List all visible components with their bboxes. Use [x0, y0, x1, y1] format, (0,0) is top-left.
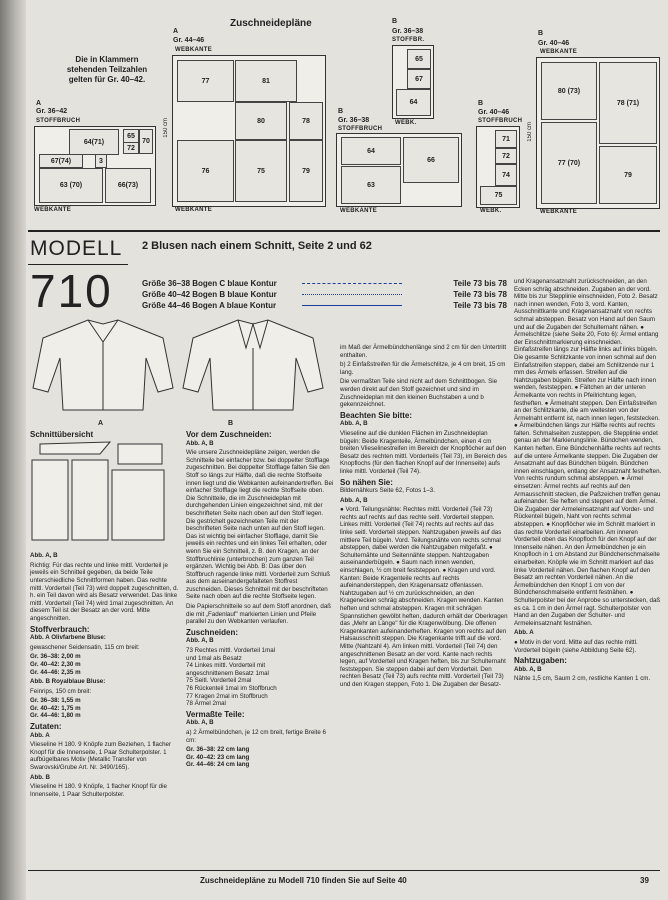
vor-text: Wie unsere Zuschneidepläne zeigen, werden die Schnitteile bei einfacher bzw. bei doppelter Stofflage zugeschnitten. Bei doppelter Stofflage falten Sie den Stoff so längs zur Hälfte, daß die rechte Stoffseite innen liegt und die Webkanten aufeinandertreffen. Bei einfacher Stofflage liegt die rechte Stoffseite oben. Die Schnitteile, die im Zuschneideplan mit durchgehenden Linien eingezeichnet sind, mit der beschrifteten Seite nach oben auf den Stoff legen. Die gestrichelt gezeichneten Teile mit der beschrifteten Seite nach unten auf den Stoff legen. Das ist wichtig bei einfacher Stofflage, damit Sie jeweils ein rechtes und ein linkes Teil erhalten, oder wenn Sie ein Schnitteil, z. B. den Kragen, an der Stoffbruchlinie (unterbrochen) zum ganzen Teil ergänzen. Wichtig bei Abb. B: Das über den Stoffbruch ragende linke mittl. Vorderteil zum Schluß aus dem auseinandergefalteten Stoffrest zuschneiden. Dieses Schnitteil mit der beschrifteten Seite nach oben auf die rechte Stoffseite legen. — [186, 449, 334, 601]
footer-note: Zuschneidepläne zu Modell 710 finden Sie auf Seite 40 — [200, 876, 407, 885]
zu-item: 77 Kragen 2mal im Stoffbruch — [186, 692, 268, 700]
zu-item: 78 Ärmel 2mal — [186, 700, 226, 708]
stoff-a-size: Gr. 36–38: 2,00 m — [30, 653, 81, 661]
size-parts: Teile 73 bis 78 — [453, 290, 507, 299]
zutaten-a-text: Vlieseline H 180. 9 Knöpfe zum Beziehen, 1 flacher Knopf für die Innenseite, 1 Paar Schulterpolster. 1 aufbügelbares Motiv (Metallic Transfer von Swarovski/Grube Art. Nr. 3490/165). — [30, 741, 172, 772]
piece: 63 — [341, 166, 401, 204]
plan-a1-tag: A — [36, 100, 42, 107]
piece: 79 — [599, 146, 657, 204]
stoff-a-size: Gr. 40–42: 2,30 m — [30, 660, 81, 668]
stoff-a-size: Gr. 44–46: 2,35 m — [30, 668, 81, 676]
piece: 78 (71) — [599, 62, 657, 144]
plan-b4-size: Gr. 40–46 — [538, 40, 570, 47]
col3-intro: im Maß der Ärmelbündchenlänge sind 2 cm für den Untertritt enthalten. — [340, 344, 507, 359]
model-title: 2 Blusen nach einem Schnitt, Seite 2 und 62 — [142, 240, 372, 252]
plan-a1-fold: STOFFBRUCH — [36, 118, 81, 124]
plan-b1-fold: STOFFBR. — [392, 37, 425, 43]
verm-size: Gr. 40–42: 23 cm lang — [186, 753, 250, 761]
size-range: Größe 40–42 Bogen B blaue Kontur — [142, 290, 277, 299]
plan-b2-size: Gr. 36–38 — [338, 117, 370, 124]
zutaten-title: Zutaten: — [30, 722, 62, 732]
plan-b1 — [392, 45, 434, 119]
plan-a1-size: Gr. 36–42 — [36, 108, 68, 115]
stoff-a: Abb. A Olivfarbene Bluse: — [30, 634, 106, 642]
piece: 66(73) — [105, 168, 151, 203]
plan-a1 — [34, 126, 156, 206]
column-2 — [186, 428, 334, 771]
size-parts: Teile 73 bis 78 — [453, 279, 507, 288]
piece: 77 (70) — [541, 122, 597, 204]
plan-b4-width: 150 cm — [527, 122, 533, 142]
plan-b3-edge: WEBK. — [480, 208, 502, 214]
stoff-a-desc: gewaschener Seidensatin, 115 cm breit: — [30, 643, 140, 651]
plan-b2 — [336, 133, 462, 207]
piece: 77 — [177, 60, 234, 102]
piece: 64 — [396, 89, 431, 116]
piece: 75 — [480, 186, 517, 205]
piece: 72 — [495, 148, 517, 164]
nahtz-text: Nähte 1,5 cm, Saum 2 cm, restliche Kanten 1 cm. — [514, 675, 651, 683]
col4-text: und Kragenansatznaht zurückschneiden, an den Ecken schräg abschneiden. Zugaben an der vord. Mitte bis zur Stepplinie einschneiden, Foto 2. Besatz nach innen wenden, Foto 3, vord. Kanten, Ausschnittkante und Kragenansatznaht von rechts schmal absteppen. Besatz von Hand auf den Saum und auf die Zugaben der Schulternaht nähen. ● Ärmelschlitze (siehe Seite 20, Foto 6): Ärmel entlang der Einschnittmarkierung einschneiden. Einfaßstreifen längs zur Hälfte links auf links bügeln. Die gesamte Schlitzkante von innen schmal auf den Einfaßstreifen steppen, dabei am Schlitzende nur 1 mm des Ärmels erfassen. Streifen auf die Nahtzugaben bügeln. Streifen zur Hälfte nach innen wenden, feststeppen. ● Fältchen an der unteren Ärmelkante von rechts in Pfeilrichtung legen, festheften. ● Ärmelnaht steppen. Den Einfaßstreifen an der Schlitzkante, die am weitesten von der Ärmelnaht entfernt ist, nach innen legen, feststecken. ● Ärmelbündchen längs zur Hälfte rechts auf rechts falten. Schmalseiten zusteppen, die Stepplinie endet genau an der Markierungslinie. Bündchen wenden, Kanten heften. Eine Bündchenhälfte rechts auf rechts auf die untere Ärmelkante steppen. Die Zugaben der Ansatznaht auf das Bündchen bügeln. Bündchen innen einschlagen, entlang der Ansatznaht festheften. Von rechts rundum schmal absteppen. ● Ärmel einsetzen: Ärmel rechts auf rechts auf den Armausschnitt stecken, die Paßzeichen treffen genau aufeinander. Sie heften und steppen auf dem Ärmel. Die Zugaben der Armeleinsatznaht auf Vorder- und Rückenteil bügeln, Naht von rechts schmal absteppen. ● Knopflöcher wie im Schnitt markiert in das rechte Vorderteil einarbeiten. Am inneren Vorderteil oben das Knopfloch für den Knopf auf der Innenseite nähen. An den Ärmelbündchen je ein Knopfloch in 1 cm Abstand zur Bündchenschmalseite einarbeiten. Knöpfe wie im Schnitt markiert auf das linke Vorderteil nähen. Den flachen Knopf auf den Besatz am rechten Vorderteil nähen. An die Ärmelbündchen den Knopf 1 cm von der Bündchenschmalseite entfernt festnähen. ● Schulterpolster bei der Anprobe so unterstecken, daß es ca. 1 cm in den Ärmel ragt. Schulterpolster von Hand an den Zugaben der Schulter- und Armeleinsatznaht festnähen. — [514, 278, 662, 627]
plan-b4 — [536, 57, 660, 209]
stoff-title: Stoffverbrauch: — [30, 624, 90, 634]
figure-b-label: B — [228, 420, 234, 427]
piece: 75 — [235, 140, 287, 202]
size-range: Größe 44–46 Bogen A blaue Kontur — [142, 301, 277, 310]
plan-a2-edge-bottom: WEBKANTE — [175, 207, 213, 213]
size-parts: Teile 73 bis 78 — [453, 301, 507, 310]
divider — [28, 230, 660, 232]
nahtz-title: Nahtzugaben: — [514, 656, 567, 666]
zu-title: Zuschneiden: — [186, 627, 239, 637]
plan-b2-edge: WEBKANTE — [340, 208, 378, 214]
plan-b4-edge-bottom: WEBKANTE — [540, 209, 578, 215]
abb-text: Richtig: Für das rechte und linke mittl. Vorderteil je jeweils ein Schnitteil gegeben, da beide Teile unterschiedliche Schnittformen haben. Das rechte mittl. Vorderteil (Teil 73) wird doppelt zugeschnitten, d. h. ein Teil davon wird als Besatz verwendet. Das linke mittl. Vorderteil (Teil 74) wird 1mal zugeschnitten. An diesem Teil ist der Besatz an der vord. Mitte angeschnitten. — [30, 561, 179, 622]
plan-b2-tag: B — [338, 108, 344, 115]
beachten-text: Vlieseline auf die dunklen Flächen im Zuschneideplan bügeln: Beide Kragenteile, Ärmelbündchen, einen 4 cm breiten Vlieselinestreifen im Bereich der Knopflöcher auf den Besatz des rechten mittl. Vorderteils (Teil 73), im Bereich des Knopflochs (für den flachen Knopf auf der Innenseite) aufs linke mittl. Vorderteil (Teil 74). — [340, 429, 507, 475]
stoff-b: Abb. B Royalblaue Bluse: — [30, 678, 106, 686]
verm-size: Gr. 36–38: 22 cm lang — [186, 746, 250, 754]
stoff-b-size: Gr. 44–46: 1,80 m — [30, 712, 81, 720]
size-range: Größe 36–38 Bogen C blaue Kontur — [142, 279, 277, 288]
plan-a2-size: Gr. 44–46 — [173, 37, 205, 44]
verm-size: Gr. 44–46: 24 cm lang — [186, 761, 250, 769]
contour-line — [302, 283, 402, 284]
zutaten-a: Abb. A — [30, 731, 50, 739]
plan-b3-size: Gr. 40–46 — [478, 109, 510, 116]
col4-abb-a: Abb. A — [514, 629, 534, 637]
column-1 — [30, 428, 180, 800]
piece: 74 — [495, 164, 517, 186]
plan-b3-tag: B — [478, 100, 484, 107]
piece: 65 — [123, 129, 139, 143]
zu-item: 74 Linkes mittl. Vorderteil mit — [186, 662, 266, 670]
zu-abb: Abb. A, B — [186, 637, 214, 645]
naehen-sub: Bildernähkurs Seite 62, Fotos 1–3. — [340, 487, 435, 495]
figure-a-label: A — [98, 420, 104, 427]
plan-b3-fold: STOFFBRUCH — [478, 118, 523, 124]
zu-item: 75 Seitl. Vorderteil 2mal — [186, 677, 252, 685]
piece: 65 — [407, 49, 431, 69]
beachten-abb: Abb. A, B — [340, 420, 368, 428]
piece: 81 — [235, 60, 297, 102]
plan-a2 — [172, 55, 326, 207]
verm-abb: Abb. A, B — [186, 719, 214, 727]
model-number: 710 — [30, 265, 113, 317]
piece: 80 (73) — [541, 62, 597, 120]
piece: 79 — [289, 140, 323, 202]
piece: 72 — [123, 142, 139, 154]
piece: 80 — [235, 102, 287, 140]
plan-a2-edge-top: WEBKANTE — [175, 47, 213, 53]
size-row — [142, 301, 507, 310]
book-spine — [0, 0, 26, 900]
plan-b3 — [476, 126, 520, 208]
verm-a: a) 2 Ärmelbündchen, je 12 cm breit, fertige Breite 6 cm: — [186, 728, 326, 744]
piece: 67(74) — [39, 154, 83, 168]
zu-item: 76 Rückenteil 1mal im Stoffbruch — [186, 685, 277, 692]
plan-b2-fold: STOFFBRUCH — [338, 126, 383, 132]
zu-item: und 1mal als Besatz — [186, 654, 242, 662]
page-number: 39 — [640, 876, 649, 885]
size-row — [142, 279, 507, 288]
naehen-abb: Abb. A, B — [340, 496, 368, 504]
plans-heading: Zuschneidepläne — [230, 18, 312, 29]
piece: 76 — [177, 140, 234, 202]
abb-label: Abb. A, B — [30, 552, 58, 560]
beachten-title: Beachten Sie bitte: — [340, 410, 413, 420]
verm-title: Vermaßte Teile: — [186, 709, 245, 719]
plan-b4-tag: B — [538, 30, 544, 37]
naehen-text: ● Vord. Teilungsnähte: Rechtes mittl. Vorderteil (Teil 73) rechts auf rechts auf das rechte seitl. Vorderteil steppen. Linkes mittl. Vorderteil (Teil 74) rechts auf rechts auf das linke seitl. Vorderteil steppen. Nahtzugaben jeweils auf das mittlere Teil bügeln. Vord. Teilungsnähte von rechts schmal absteppen, dabei werden die Nahtzugaben mitgefaßt. ● Schulternähte und Seitennähte steppen. Nahtzugaben auseinanderbügeln. ● Saum nach innen wenden, einschlagen, ½ cm breit feststeppen. ● Kragen und vord. Kanten: Beide Kragenteile rechts auf rechts aufeinandersteppen, den Kragenansatz offenlassen. Nahtzugaben auf ½ cm zurückschneiden, an den Kragenecken schräg abschneiden. Kragen wenden. Kanten heften und schmal absteppen. Kragen mit schrägen Spannstichen gewölbt heften, dadurch erhält der Oberkragen das „Mehr an Länge" für die Kragenwölbung. Die offenen Kragenkanten aufeinanderheften. Kragen von rechts auf den Halsausschnitt steppen. Die Kragenkante trifft auf die vord. Mitte (Nahtzahl 4). Am linken mittl. Vorderteil (Teil 74) den angeschnittenen Besatz an der vord. Kante nach rechts legen, auf Vorderteil und Kragen heften, bis zur Schulternaht feststeppen. Sie steppen dabei auf dem Vorderteil. Den rechten Besatz (Teil 73) aufs rechte mittl. Vorderteil (Teil 73) und den Kragen steppen, Foto 1. Die Zugaben der Besatz- — [340, 506, 508, 688]
plan-b1-size: Gr. 36–38 — [392, 28, 424, 35]
zutaten-b-text: Vlieseline H 180. 9 Knöpfe, 1 flacher Knopf für die Innenseite, 1 Paar Schulterpolster. — [30, 783, 167, 798]
schnitt-title: Schnittübersicht — [30, 430, 94, 439]
divider — [28, 870, 660, 871]
column-4 — [514, 278, 662, 685]
zu-item: angeschnittenem Besatz 1mal — [186, 669, 269, 677]
column-3 — [340, 344, 508, 691]
stoff-b-size: Gr. 40–42: 1,75 m — [30, 704, 81, 712]
piece: 67 — [407, 69, 431, 89]
vor-abb: Abb. A, B — [186, 439, 214, 447]
plan-a1-edge: WEBKANTE — [34, 207, 72, 213]
piece: 3 — [95, 154, 107, 168]
plan-b1-edge: WEBK. — [395, 120, 417, 126]
naehen-title: So nähen Sie: — [340, 477, 393, 487]
piece: 64 — [341, 137, 401, 165]
plans-note: Die in Klammern stehenden Teilzahlen gelten für Gr. 40–42. — [66, 55, 148, 84]
blouse-drawing-a — [28, 318, 178, 418]
col3-b-text-2: Die vermaßten Teile sind nicht auf dem Schnittbogen. Sie werden direkt auf den Stoff gezeichnet und sind im Zuschneideplan mit den kleinen Buchstaben a und b gekennzeichnet. — [340, 378, 498, 409]
plan-a2-tag: A — [173, 28, 179, 35]
blouse-drawing-b — [178, 318, 328, 418]
stoff-b-size: Gr. 36–38: 1,55 m — [30, 697, 81, 705]
plan-b4-edge-top: WEBKANTE — [540, 49, 578, 55]
contour-line — [302, 294, 402, 295]
zu-item: 73 Rechtes mittl. Vorderteil 1mal — [186, 647, 276, 655]
plan-b1-tag: B — [392, 18, 398, 25]
vor-title: Vor dem Zuschneiden: — [186, 430, 272, 439]
model-label: MODELL — [30, 237, 123, 260]
piece: 70 — [139, 129, 153, 154]
piece: 78 — [289, 102, 323, 140]
piece: 64(71) — [69, 129, 119, 155]
piece: 66 — [403, 137, 459, 183]
plan-a2-width: 150 cm — [163, 118, 169, 138]
piece: 71 — [495, 130, 517, 148]
contour-line — [302, 305, 402, 306]
col4-motiv: ● Motiv in der vord. Mitte auf das rechte mittl. Vorderteil bügeln (siehe Abbildung Seite 62). — [514, 638, 638, 654]
col3-b-text: b) 2 Einfaßstreifen für die Ärmelschlitze, je 4 cm breit, 15 cm lang. — [340, 361, 506, 376]
nahtz-abb: Abb. A, B — [514, 665, 542, 673]
vor-text-2: Die Papierschnitteile so auf dem Stoff anordnen, daß die mit „Fadenlauf" markierten Linien und Pfeile parallel zu den Webkanten verlaufen. — [186, 603, 332, 626]
size-row — [142, 290, 507, 299]
zutaten-b: Abb. B — [30, 773, 50, 781]
schnitt-overview-diagram — [30, 440, 170, 550]
piece: 63 (70) — [39, 168, 103, 203]
stoff-b-desc: Feinrips, 150 cm breit: — [30, 687, 92, 695]
